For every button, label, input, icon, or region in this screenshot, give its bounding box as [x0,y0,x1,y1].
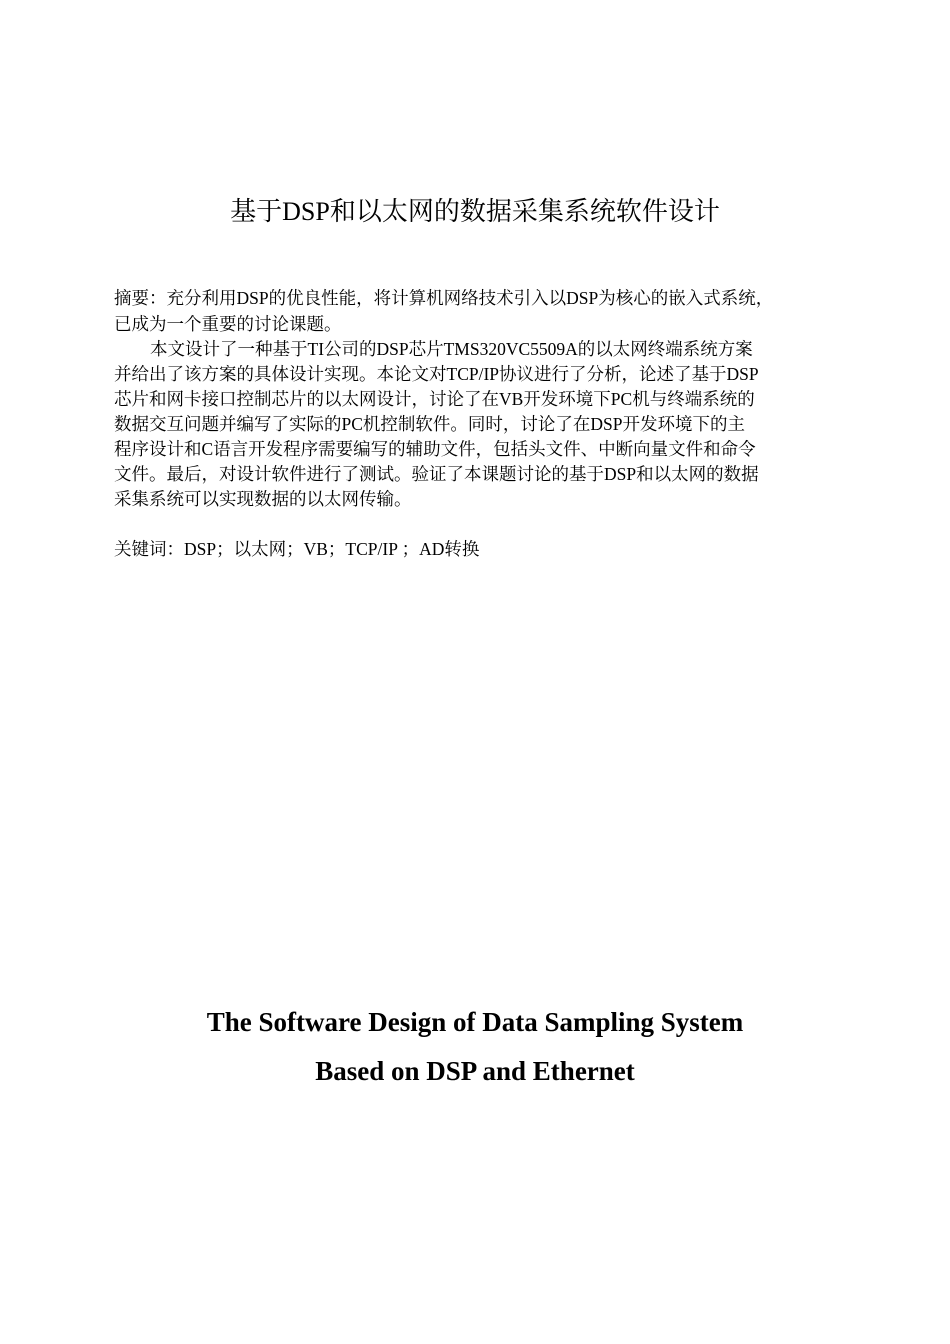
abstract-line: 芯片和网卡接口控制芯片的以太网设计，讨论了在VB开发环境下PC机与终端系统的 [114,389,755,409]
abstract-line: 文件。最后，对设计软件进行了测试。验证了本课题讨论的基于DSP和以太网的数据 [114,464,759,484]
abstract-paragraph-1 [114,286,864,337]
english-title-line-2: Based on DSP and Ethernet [315,1056,635,1086]
chinese-title: 基于DSP和以太网的数据采集系统软件设计 [230,197,720,226]
keywords-label: 关键词： [114,540,184,560]
english-title-line-1: The Software Design of Data Sampling System [206,1007,744,1037]
abstract-label: 摘要： [114,289,167,309]
abstract-line: 本文设计了一种基于TI公司的DSP芯片TMS320VC5509A的以太网终端系统方案 [150,339,753,359]
abstract-text: 充分利用DSP的优良性能，将计算机网络技术引入以DSP为核心的嵌入式系统， [166,288,774,308]
abstract-line [114,286,864,312]
abstract-line: 数据交互问题并编写了实际的PC机控制软件。同时，讨论了在DSP开发环境下的主 [114,414,746,434]
abstract-line: 采集系统可以实现数据的以太网传输。 [114,489,412,509]
abstract-line: 并给出了该方案的具体设计实现。本论文对TCP/IP协议进行了分析，论述了基于DSP [114,364,759,384]
abstract-section [114,286,864,512]
abstract-paragraph-2 [114,337,864,512]
keywords-section [114,537,864,563]
abstract-line: 程序设计和C语言开发程序需要编写的辅助文件，包括头文件、中断向量文件和命令 [114,439,756,459]
abstract-line: 已成为一个重要的讨论课题。 [114,314,342,334]
keywords-text: DSP；以太网；VB；TCP/IP ；AD转换 [184,539,480,559]
